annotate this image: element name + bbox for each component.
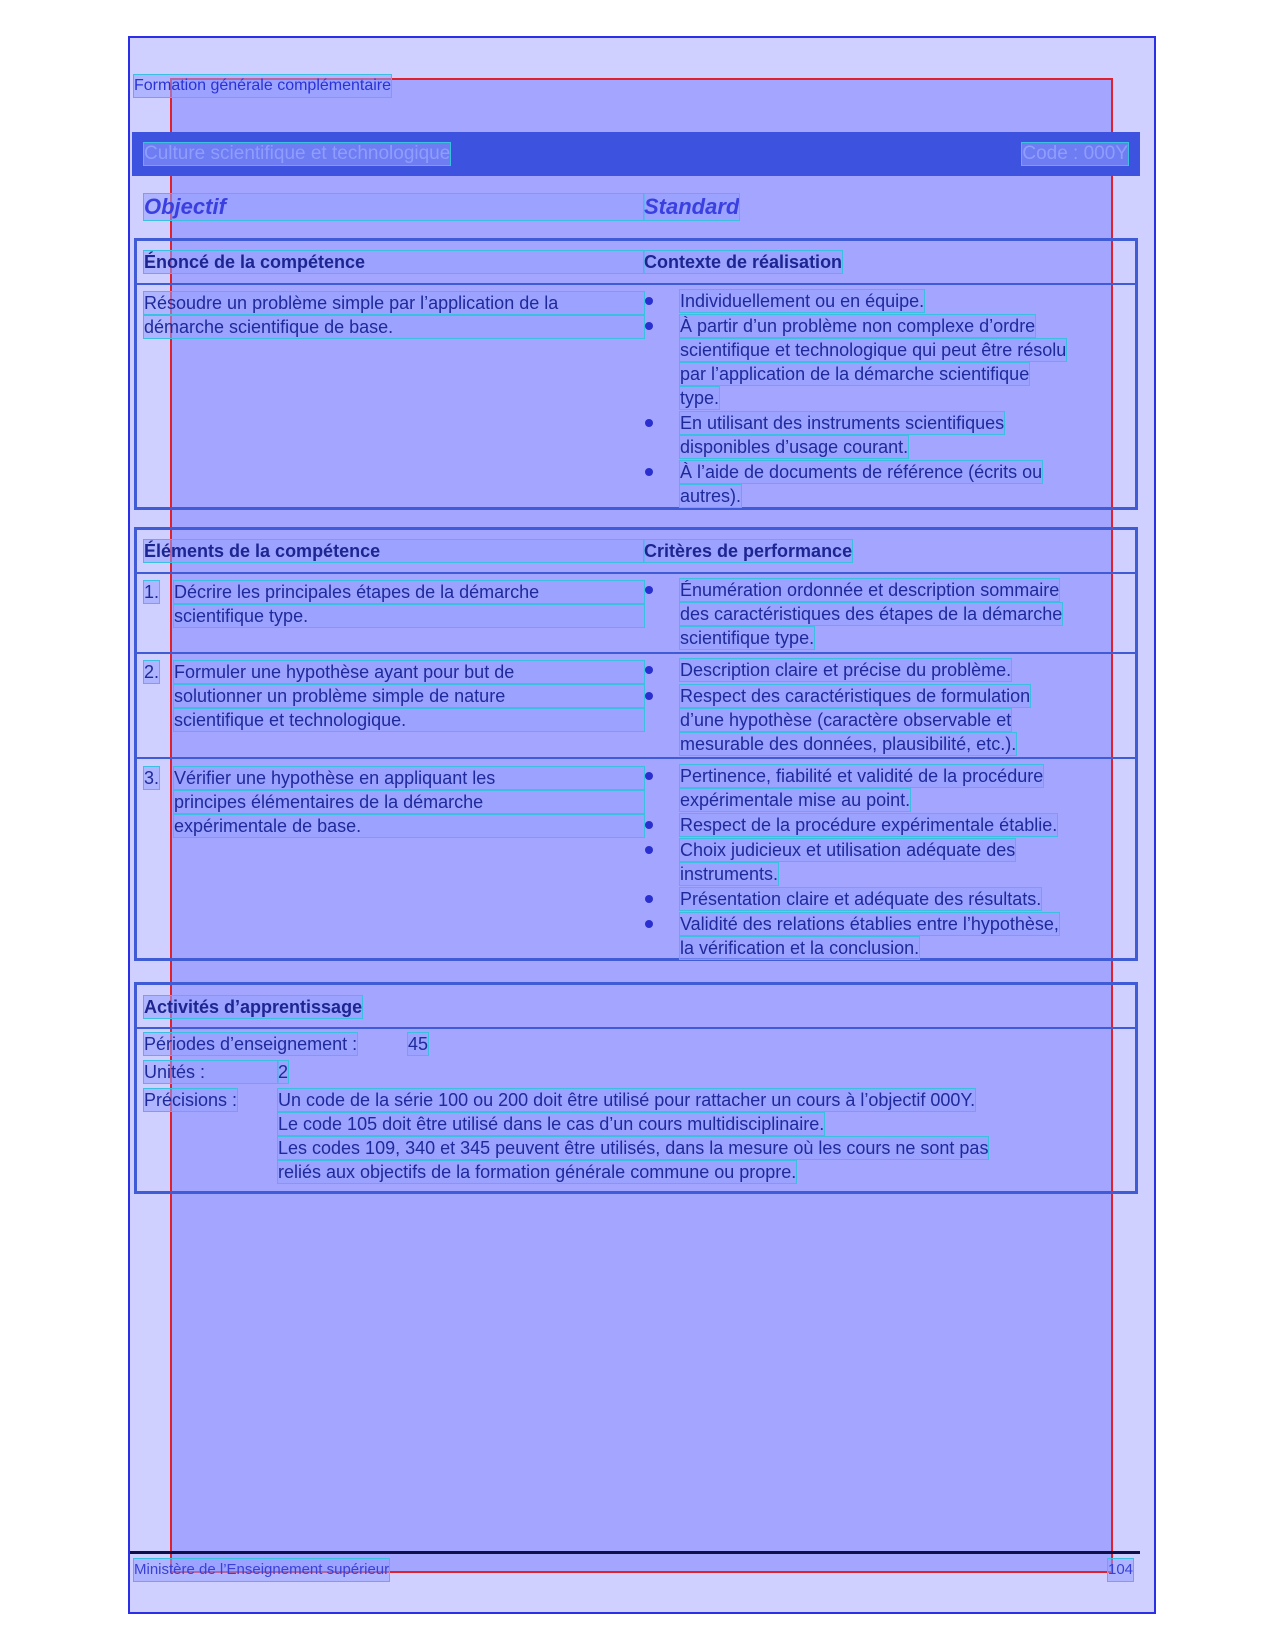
document-title: Culture scientifique et technologique	[144, 143, 451, 164]
context-item: À l’aide de documents de référence (écrits ou	[680, 462, 1043, 482]
standard-heading: Standard	[644, 194, 740, 219]
learning-activities-header: Activités d’apprentissage	[144, 997, 363, 1017]
criterion-text: Description claire et précise du problème.	[680, 660, 1012, 680]
bullet-icon	[645, 419, 653, 427]
title-bar	[132, 132, 1140, 176]
context-item: Individuellement ou en équipe.	[680, 291, 925, 311]
criterion-text: scientifique type.	[680, 628, 815, 648]
elements-header: Éléments de la compétence	[144, 540, 644, 562]
bullet-icon	[645, 297, 653, 305]
criterion-text: Pertinence, fiabilité et validité de la procédure	[680, 766, 1044, 786]
periods-value: 45	[408, 1034, 429, 1054]
context-item: disponibles d’usage courant.	[680, 437, 909, 457]
criterion-text: Respect de la procédure expérimentale établie.	[680, 815, 1058, 835]
criterion-text: d’une hypothèse (caractère observable et	[680, 710, 1012, 730]
element-text: Formuler une hypothèse ayant pour but de	[174, 661, 644, 683]
criterion-text: instruments.	[680, 864, 779, 884]
competence-statement-header: Énoncé de la compétence	[144, 251, 644, 273]
context-item: type.	[680, 388, 720, 408]
units-value: 2	[278, 1062, 289, 1082]
element-number: 3.	[144, 768, 160, 788]
objectif-heading: Objectif	[144, 194, 644, 220]
context-item: À partir d’un problème non complexe d’ordre	[680, 316, 1036, 336]
element-number: 2.	[144, 662, 160, 682]
competence-statement-line: Résoudre un problème simple par l’application de la	[144, 292, 644, 314]
running-header: Formation générale complémentaire	[134, 75, 391, 97]
bullet-icon	[645, 468, 653, 476]
criterion-text: Présentation claire et adéquate des résultats.	[680, 889, 1042, 909]
criterion-text: Énumération ordonnée et description sommaire	[680, 580, 1060, 600]
element-text: principes élémentaires de la démarche	[174, 791, 644, 813]
bullet-icon	[645, 846, 653, 854]
bullet-icon	[645, 772, 653, 780]
precision-line: Le code 105 doit être utilisé dans le cas d’un cours multidisciplinaire.	[278, 1114, 825, 1134]
competence-statement-line: démarche scientifique de base.	[144, 316, 644, 338]
page-number: 104	[1108, 1559, 1133, 1581]
precision-line: reliés aux objectifs de la formation générale commune ou propre.	[278, 1162, 797, 1182]
context-item: autres).	[680, 486, 742, 506]
bullet-icon	[645, 821, 653, 829]
criterion-text: Choix judicieux et utilisation adéquate des	[680, 840, 1016, 860]
footer-ministry: Ministère de l’Enseignement supérieur	[134, 1559, 389, 1581]
precision-line: Les codes 109, 340 et 345 peuvent être utilisés, dans la mesure où les cours ne sont pas	[278, 1138, 989, 1158]
element-text: expérimentale de base.	[174, 815, 644, 837]
context-item: scientifique et technologique qui peut être résolu	[680, 340, 1067, 360]
footer-rule	[130, 1551, 1140, 1554]
units-label: Unités :	[144, 1061, 278, 1083]
precisions-label: Précisions :	[144, 1090, 238, 1110]
bullet-icon	[645, 322, 653, 330]
criterion-text: mesurable des données, plausibilité, etc.).	[680, 734, 1017, 754]
context-item: En utilisant des instruments scientifiques	[680, 413, 1005, 433]
criterion-text: Validité des relations établies entre l’hypothèse,	[680, 914, 1059, 934]
periods-label: Périodes d’enseignement :	[144, 1034, 358, 1054]
criteria-header: Critères de performance	[644, 541, 853, 561]
criterion-text: des caractéristiques des étapes de la démarche	[680, 604, 1063, 624]
element-text: scientifique type.	[174, 605, 644, 627]
bullet-icon	[645, 586, 653, 594]
context-item: par l’application de la démarche scientifique	[680, 364, 1030, 384]
bullet-icon	[645, 666, 653, 674]
element-text: Vérifier une hypothèse en appliquant les	[174, 767, 644, 789]
objective-code: Code : 000Y	[1022, 143, 1128, 164]
criterion-text: expérimentale mise au point.	[680, 790, 911, 810]
bullet-icon	[645, 895, 653, 903]
context-header: Contexte de réalisation	[644, 252, 843, 272]
element-number: 1.	[144, 582, 160, 602]
criterion-text: la vérification et la conclusion.	[680, 938, 920, 958]
element-text: Décrire les principales étapes de la démarche	[174, 581, 644, 603]
bullet-icon	[645, 920, 653, 928]
element-text: solutionner un problème simple de nature	[174, 685, 644, 707]
criterion-text: Respect des caractéristiques de formulation	[680, 686, 1031, 706]
element-text: scientifique et technologique.	[174, 709, 644, 731]
precision-line: Un code de la série 100 ou 200 doit être utilisé pour rattacher un cours à l’objectif 000Y.	[278, 1090, 976, 1110]
bullet-icon	[645, 692, 653, 700]
